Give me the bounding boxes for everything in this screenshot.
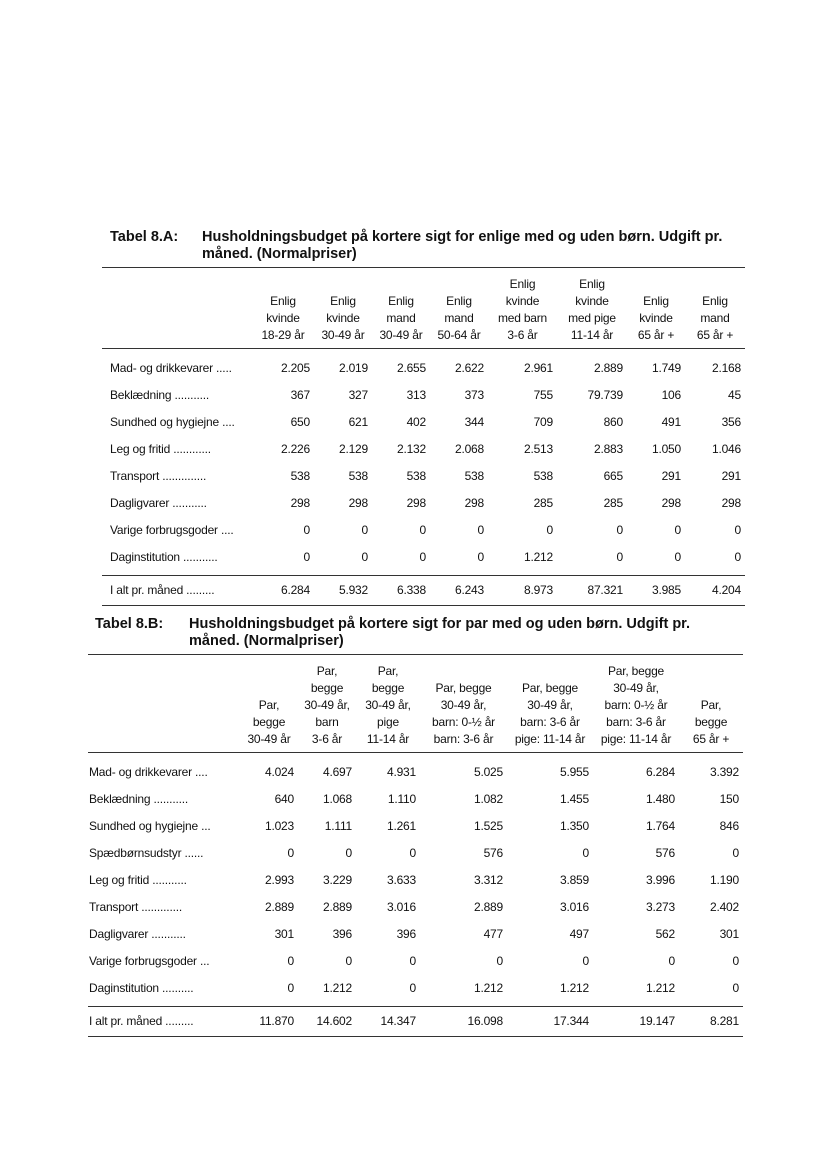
table-cell: 3.273: [645, 900, 675, 914]
column-header: Enlig kvinde 30-49 år: [321, 294, 365, 342]
table-cell: 2.889: [473, 900, 503, 914]
table-cell: 0: [734, 550, 741, 564]
total-cell: 14.602: [298, 1007, 356, 1037]
table-cell: 3.016: [386, 900, 416, 914]
table-cell: 709: [533, 415, 553, 429]
table-cell: 650: [290, 415, 310, 429]
table-cell: 2.132: [396, 442, 426, 456]
table-cell: 1.212: [645, 981, 675, 995]
table-cell: 3.016: [559, 900, 589, 914]
table-cell: 356: [721, 415, 741, 429]
table-cell: 0: [732, 954, 739, 968]
total-cell: 6.284: [252, 576, 314, 606]
table-cell: 285: [533, 496, 553, 510]
table-cell: 538: [290, 469, 310, 483]
table-cell: 2.622: [454, 361, 484, 375]
table-cell: 846: [719, 819, 739, 833]
table-cell: 1.046: [711, 442, 741, 456]
column-header: Enlig mand 50-64 år: [437, 294, 481, 342]
table-cell: 2.993: [264, 873, 294, 887]
table-cell: 1.068: [322, 792, 352, 806]
table-cell: 2.889: [322, 900, 352, 914]
column-header: Par, begge 30-49 år, pige 11-14 år: [365, 664, 411, 746]
table-cell: 301: [274, 927, 294, 941]
table-cell: 477: [483, 927, 503, 941]
table-cell: 3.312: [473, 873, 503, 887]
table-cell: 1.764: [645, 819, 675, 833]
table-cell: 1.212: [523, 550, 553, 564]
table-cell: 106: [661, 388, 681, 402]
table-cell: 1.749: [651, 361, 681, 375]
table-b-title: Husholdningsbudget på kortere sigt for par med og uden børn. Udgift pr. måned. (Normalpriser): [189, 616, 691, 649]
table-cell: 538: [464, 469, 484, 483]
row-label: Transport ..............: [110, 469, 207, 483]
table-cell: 0: [345, 954, 352, 968]
table-cell: 1.212: [473, 981, 503, 995]
table-cell: 5.025: [473, 765, 503, 779]
row-label: Daginstitution ..........: [89, 981, 194, 995]
table-cell: 3.996: [645, 873, 675, 887]
table-cell: 402: [406, 415, 426, 429]
table-row: [102, 436, 745, 463]
table-cell: 1.525: [473, 819, 503, 833]
table-a-header-row: [102, 268, 745, 349]
table-cell: 2.226: [280, 442, 310, 456]
total-cell: 5.932: [314, 576, 372, 606]
budget-table-b: [88, 654, 743, 1037]
table-row: [88, 894, 743, 921]
column-header: Par, begge 30-49 år, barn: 3-6 år pige: 11-14 år: [514, 681, 586, 746]
table-row: [88, 840, 743, 867]
table-cell: 285: [603, 496, 623, 510]
table-cell: 621: [348, 415, 368, 429]
table-row: [102, 382, 745, 409]
table-a-caption: [102, 229, 745, 263]
table-cell: 1.480: [645, 792, 675, 806]
table-cell: 576: [655, 846, 675, 860]
row-label: Transport .............: [89, 900, 182, 914]
table-cell: 0: [496, 954, 503, 968]
table-cell: 291: [721, 469, 741, 483]
table-cell: 1.190: [709, 873, 739, 887]
table-cell: 0: [477, 523, 484, 537]
table-cell: 0: [287, 954, 294, 968]
total-label: I alt pr. måned .........: [102, 576, 252, 606]
table-cell: 298: [348, 496, 368, 510]
table-cell: 1.455: [559, 792, 589, 806]
row-label: Beklædning ...........: [89, 792, 188, 806]
table-cell: 640: [274, 792, 294, 806]
table-cell: 1.212: [322, 981, 352, 995]
column-header: Enlig mand 65 år +: [696, 294, 734, 342]
table-cell: 2.883: [593, 442, 623, 456]
total-cell: 19.147: [593, 1007, 679, 1037]
table-cell: 1.082: [473, 792, 503, 806]
table-cell: 4.024: [264, 765, 294, 779]
column-header: Enlig kvinde 65 år +: [637, 294, 675, 342]
table-row: [102, 490, 745, 517]
column-header: Enlig kvinde 18-29 år: [261, 294, 305, 342]
header-blank-cell: [88, 655, 240, 753]
table-cell: 538: [406, 469, 426, 483]
total-cell: 8.281: [679, 1007, 743, 1037]
total-cell: 14.347: [356, 1007, 420, 1037]
table-cell: 2.019: [338, 361, 368, 375]
row-label: Leg og fritid ...........: [89, 873, 187, 887]
table-cell: 396: [396, 927, 416, 941]
table-row: [102, 463, 745, 490]
table-cell: 3.859: [559, 873, 589, 887]
table-cell: 79.739: [587, 388, 623, 402]
table-cell: 298: [406, 496, 426, 510]
table-cell: 0: [674, 550, 681, 564]
total-row: [88, 1007, 743, 1037]
table-row: [102, 349, 745, 383]
table-cell: 6.284: [645, 765, 675, 779]
row-label: Leg og fritid ............: [110, 442, 211, 456]
total-cell: 16.098: [420, 1007, 507, 1037]
table-cell: 1.212: [559, 981, 589, 995]
total-cell: 17.344: [507, 1007, 593, 1037]
table-cell: 0: [732, 846, 739, 860]
total-cell: 87.321: [557, 576, 627, 606]
column-header: Par, begge 30-49 år, barn: 0-½ år barn: 3-6 år: [432, 681, 495, 746]
table-cell: 367: [290, 388, 310, 402]
table-cell: 2.168: [711, 361, 741, 375]
table-cell: 755: [533, 388, 553, 402]
table-cell: 327: [348, 388, 368, 402]
table-cell: 0: [582, 954, 589, 968]
table-cell: 860: [603, 415, 623, 429]
column-header: Enlig mand 30-49 år: [379, 294, 423, 342]
table-cell: 2.205: [280, 361, 310, 375]
table-cell: 1.023: [264, 819, 294, 833]
table-cell: 0: [668, 954, 675, 968]
table-cell: 2.513: [523, 442, 553, 456]
table-cell: 0: [616, 523, 623, 537]
row-label: Dagligvarer ...........: [89, 927, 186, 941]
table-b-section: [88, 616, 743, 1037]
table-cell: 1.261: [386, 819, 416, 833]
table-cell: 665: [603, 469, 623, 483]
table-a-title: Husholdningsbudget på kortere sigt for enlige med og uden børn. Udgift pr. måned. (Normalpriser): [202, 229, 723, 262]
table-cell: 1.350: [559, 819, 589, 833]
table-cell: 3.633: [386, 873, 416, 887]
table-row: [88, 921, 743, 948]
table-cell: 0: [477, 550, 484, 564]
total-cell: 3.985: [627, 576, 685, 606]
table-cell: 0: [419, 550, 426, 564]
table-cell: 4.931: [386, 765, 416, 779]
table-a-label: Tabel 8.A:: [110, 229, 179, 245]
table-cell: 298: [721, 496, 741, 510]
table-cell: 4.697: [322, 765, 352, 779]
table-cell: 0: [361, 523, 368, 537]
table-cell: 1.050: [651, 442, 681, 456]
column-header: Par, begge 30-49 år, barn: 0-½ år barn: 3-6 år pige: 11-14 år: [600, 664, 672, 746]
table-cell: 0: [732, 981, 739, 995]
table-row: [102, 409, 745, 436]
row-label: Sundhed og hygiejne ...: [89, 819, 211, 833]
table-cell: 0: [303, 523, 310, 537]
table-cell: 2.129: [338, 442, 368, 456]
table-cell: 45: [728, 388, 741, 402]
column-header: Enlig kvinde med barn 3-6 år: [497, 277, 548, 342]
table-a-section: [102, 229, 745, 606]
table-cell: 0: [546, 523, 553, 537]
table-cell: 0: [582, 846, 589, 860]
table-cell: 0: [419, 523, 426, 537]
table-row: [102, 544, 745, 571]
table-cell: 3.229: [322, 873, 352, 887]
table-cell: 538: [348, 469, 368, 483]
column-header: Enlig kvinde med pige 11-14 år: [568, 277, 616, 342]
table-cell: 497: [569, 927, 589, 941]
header-blank-cell: [102, 268, 252, 349]
table-b-header-row: [88, 655, 743, 753]
row-label: Varige forbrugsgoder ....: [110, 523, 234, 537]
row-label: Varige forbrugsgoder ...: [89, 954, 210, 968]
total-cell: 6.338: [372, 576, 430, 606]
table-cell: 298: [464, 496, 484, 510]
table-cell: 313: [406, 388, 426, 402]
table-cell: 5.955: [559, 765, 589, 779]
table-cell: 538: [533, 469, 553, 483]
total-label: I alt pr. måned .........: [88, 1007, 240, 1037]
table-cell: 2.961: [523, 361, 553, 375]
row-label: Dagligvarer ...........: [110, 496, 207, 510]
table-row: [88, 948, 743, 975]
table-cell: 1.110: [387, 792, 416, 806]
table-cell: 0: [674, 523, 681, 537]
total-row: [102, 576, 745, 606]
table-cell: 491: [661, 415, 681, 429]
total-cell: 4.204: [685, 576, 745, 606]
table-cell: 2.889: [264, 900, 294, 914]
row-label: Beklædning ...........: [110, 388, 209, 402]
table-row: [88, 786, 743, 813]
table-cell: 0: [303, 550, 310, 564]
table-row: [88, 975, 743, 1002]
table-cell: 344: [464, 415, 484, 429]
table-cell: 2.655: [396, 361, 426, 375]
table-cell: 0: [345, 846, 352, 860]
column-header: Par, begge 30-49 år: [247, 698, 291, 746]
table-cell: 301: [719, 927, 739, 941]
table-cell: 2.402: [709, 900, 739, 914]
table-cell: 373: [464, 388, 484, 402]
row-label: Sundhed og hygiejne ....: [110, 415, 235, 429]
table-cell: 576: [483, 846, 503, 860]
table-cell: 291: [661, 469, 681, 483]
table-row: [88, 867, 743, 894]
table-cell: 0: [616, 550, 623, 564]
table-row: [102, 517, 745, 544]
table-cell: 1.111: [324, 819, 352, 833]
total-cell: 8.973: [488, 576, 557, 606]
table-b-label: Tabel 8.B:: [95, 616, 164, 632]
row-label: Mad- og drikkevarer .....: [110, 361, 232, 375]
table-cell: 298: [661, 496, 681, 510]
table-cell: 0: [287, 846, 294, 860]
table-row: [88, 813, 743, 840]
table-cell: 0: [409, 981, 416, 995]
table-cell: 3.392: [709, 765, 739, 779]
table-cell: 0: [409, 846, 416, 860]
table-cell: 0: [409, 954, 416, 968]
table-row: [88, 753, 743, 787]
budget-table-a: [102, 267, 745, 606]
column-header: Par, begge 30-49 år, barn 3-6 år: [304, 664, 350, 746]
table-cell: 0: [734, 523, 741, 537]
table-cell: 0: [361, 550, 368, 564]
row-label: Mad- og drikkevarer ....: [89, 765, 208, 779]
total-cell: 6.243: [430, 576, 488, 606]
table-cell: 298: [290, 496, 310, 510]
table-cell: 562: [655, 927, 675, 941]
table-cell: 0: [287, 981, 294, 995]
table-cell: 2.068: [454, 442, 484, 456]
table-cell: 396: [332, 927, 352, 941]
table-cell: 2.889: [593, 361, 623, 375]
total-cell: 11.870: [240, 1007, 298, 1037]
table-cell: 150: [719, 792, 739, 806]
row-label: Daginstitution ...........: [110, 550, 218, 564]
table-b-caption: [88, 616, 743, 650]
row-label: Spædbørnsudstyr ......: [89, 846, 204, 860]
column-header: Par, begge 65 år +: [692, 698, 730, 746]
